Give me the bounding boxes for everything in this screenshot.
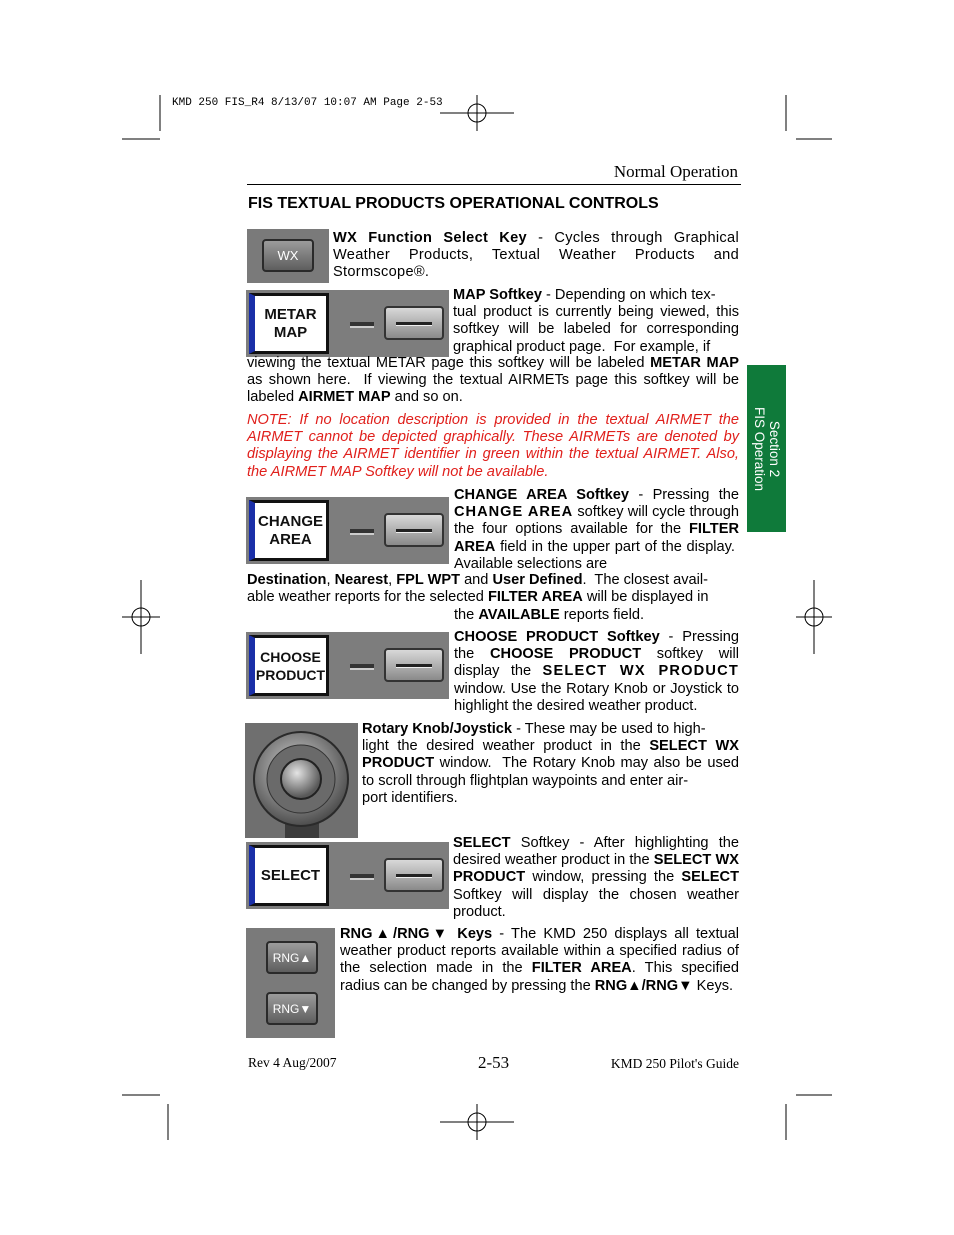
joystick-cap (281, 759, 321, 799)
rng-down-key: RNG▼ (266, 992, 318, 1025)
choose-product-paragraph: CHOOSE PRODUCT Softkey - Pressing the CHOOSE PRODUCT softkey will display the SELECT WX PRODUCT window. Use the Rotary Knob or Joystick to highlight the desired weather product. (454, 629, 740, 714)
rotary-paragraph: Rotary Knob/Joystick - These may be used to high- light the desired weather product in the SELECT WX PRODUCT window. The Rotary Knob may also be used to scroll through flightplan waypoints and enter air- port identifiers. (362, 721, 739, 806)
change-area-paragraph-top: CHANGE AREA Softkey - Pressing the CHANGE AREA softkey will cycle through the four options available for the FILTER AREA field in the upper part of the display. Available selections are (454, 487, 740, 572)
running-header: Normal Operation (613, 162, 738, 181)
rng-up-key: RNG▲ (266, 941, 318, 974)
wx-key-image (247, 229, 329, 283)
choose-product-label: CHOOSE PRODUCT (249, 635, 329, 696)
change-area-label: CHANGE AREA (249, 500, 329, 561)
footer-revision: Rev 4 Aug/2007 (248, 1055, 337, 1070)
header-rule (247, 184, 741, 185)
rng-paragraph: RNG▲/RNG▼ Keys - The KMD 250 displays all textual weather product reports available within a specified radius of the selection made in the FILTER AREA. This specified radius can be changed by pressing the RNG▲/RNG▼ Keys. (340, 926, 739, 994)
change-area-softkey-image (246, 497, 449, 564)
footer-guide-title: KMD 250 Pilot's Guide (610, 1056, 739, 1071)
section-heading: FIS TEXTUAL PRODUCTS OPERATIONAL CONTROLS (248, 195, 659, 212)
map-paragraph-top: MAP Softkey - Depending on which tex- tual product is currently being viewed, this softkey will be labeled for corresponding graphical product page. For example, if (453, 287, 739, 355)
wx-key-label: WX (262, 239, 314, 272)
wx-term: WX Function Select Key (333, 230, 527, 246)
select-paragraph: SELECT Softkey - After highlighting the desired weather product in the SELECT WX PRODUCT window, pressing the SELECT Softkey will display the chosen weather product. (453, 835, 739, 920)
rng-keys-image (246, 928, 335, 1038)
page-number: 2-53 (478, 1053, 510, 1072)
section-tab-number: Section 2 (767, 420, 782, 478)
rotary-knob-image (245, 723, 358, 838)
wx-paragraph: WX Function Select Key - Cycles through Graphical Weather Products, Textual Weather Products and Stormscope®. (333, 230, 739, 281)
print-slug: KMD 250 FIS_R4 8/13/07 10:07 AM Page 2-53 (172, 97, 443, 109)
select-label: SELECT (249, 845, 329, 906)
select-softkey-image (246, 842, 449, 909)
change-area-paragraph-bottom: Destination, Nearest, FPL WPT and User Defined. The closest avail- able weather reports for the selected FILTER AREA will be displayed in (247, 572, 709, 606)
map-paragraph-bottom: viewing the textual METAR page this softkey will be labeled METAR MAP as shown here. If viewing the textual AIRMETs page this softkey will be labeled AIRMET MAP and so on. (247, 355, 739, 406)
metar-map-softkey-image (246, 290, 449, 357)
airmet-note: NOTE: If no location description is provided in the textual AIRMET the AIRMET cannot be depicted graphically. These AIRMETs are denoted by displaying the AIRMET identifier in green within the textual AIRMET. Also, the AIRMET MAP Softkey will not be available. (247, 412, 739, 480)
metar-map-label: METAR MAP (249, 293, 329, 354)
section-tab-title: FIS Operation (752, 406, 767, 492)
choose-product-softkey-image (246, 632, 449, 699)
change-area-paragraph-end: the AVAILABLE reports field. (454, 607, 645, 623)
section-tab (747, 365, 786, 532)
